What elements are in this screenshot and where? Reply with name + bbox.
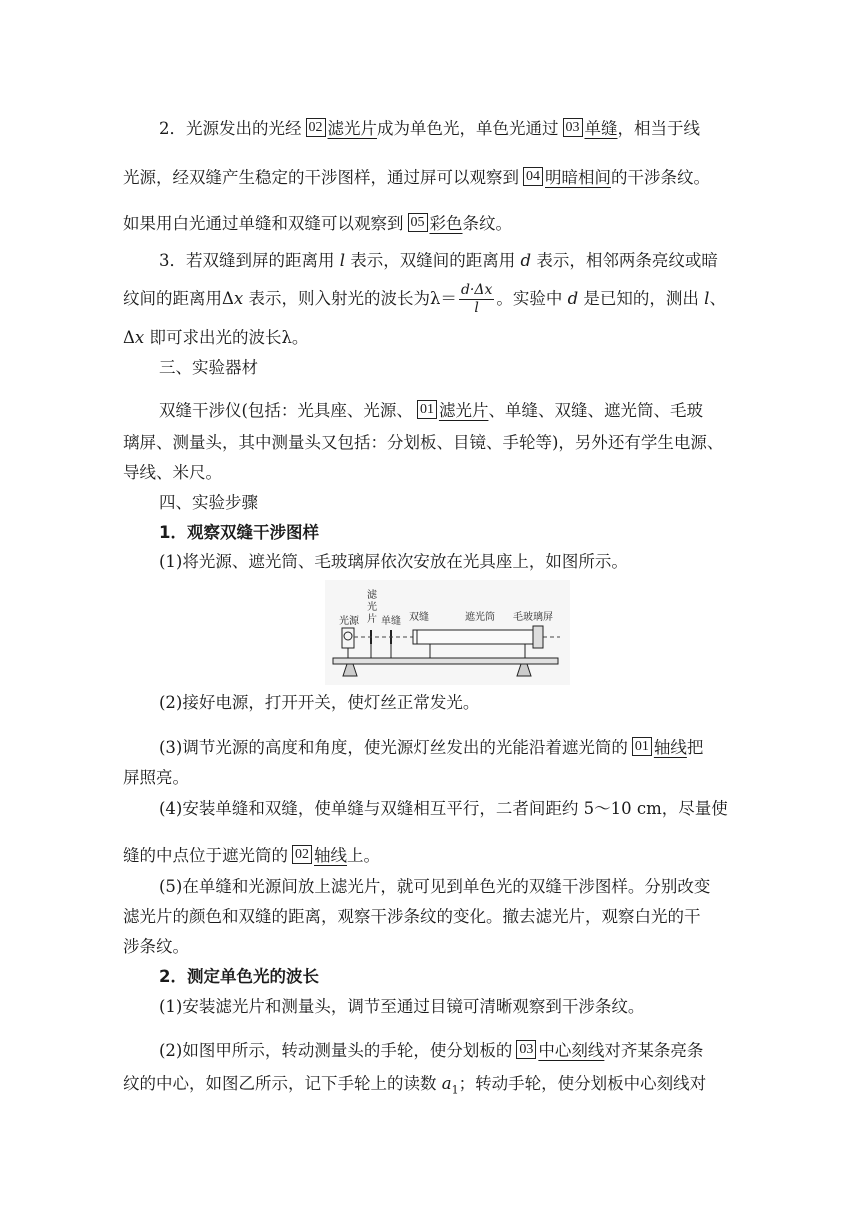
answer-text: 滤光片 (438, 401, 489, 420)
text: (3)调节光源的高度和角度，使光源灯丝发出的光能沿着遮光筒的 (159, 738, 628, 757)
blank-number-box: 02 (306, 118, 326, 137)
step-2: (2)接好电源，打开开关，使灯丝正常发光。 (159, 693, 480, 712)
text: 条纹。 (462, 214, 512, 233)
measure-step-2-line-1 (159, 1040, 779, 1062)
text: 、单缝、双缝、遮光筒、毛玻 (488, 401, 703, 420)
apparatus-figure (325, 580, 570, 685)
text: 纹间的距离用Δ (123, 289, 234, 308)
label-double-slit: 双缝 (409, 612, 429, 623)
text: 、 (709, 289, 726, 308)
fraction-denominator: l (474, 300, 479, 316)
blank-number-box: 05 (408, 213, 428, 232)
text: 缝的中点位于遮光筒的 (123, 846, 288, 865)
blank-number-box: 02 (292, 845, 312, 864)
sec3-line-1 (159, 400, 779, 422)
label-screen: 毛玻璃屏 (513, 612, 553, 623)
answer-text: 中心刻线 (538, 1041, 605, 1060)
step-4-line-1: (4)安装单缝和双缝，使单缝与双缝相互平行，二者间距约 5～10 cm，尽量使 (159, 799, 728, 818)
text: 光源，经双缝产生稳定的干涉图样，通过屏可以观察到 (123, 168, 519, 187)
blank-number-box: 03 (516, 1040, 536, 1059)
step-3-line-1 (159, 737, 779, 759)
variable: l (704, 289, 710, 308)
step-3-line-2: 屏照亮。 (123, 768, 189, 787)
blank-number-box: 01 (632, 737, 652, 756)
text: 。实验中 (496, 289, 568, 308)
p2-line-1 (159, 118, 779, 140)
text: 纹的中心，如图乙所示，记下手轮上的读数 (123, 1074, 442, 1093)
light-tube (413, 630, 533, 644)
step-5-line-3: 涉条纹。 (123, 937, 189, 956)
label-filter-2: 光 (367, 602, 377, 613)
section-3-title: 三、实验器材 (159, 358, 258, 377)
text: 的干涉条纹。 (611, 168, 710, 187)
measure-step-1: (1)安装滤光片和测量头，调节至通过目镜可清晰观察到干涉条纹。 (159, 997, 645, 1016)
answer-text: 滤光片 (327, 119, 377, 138)
step-4-line-2 (123, 845, 743, 867)
text: 是已知的，测出 (578, 289, 705, 308)
p3-line-1 (159, 250, 779, 272)
subheading-measure: 2．测定单色光的波长 (159, 967, 319, 986)
text: ，相当于线 (617, 119, 700, 138)
blank-number-box: 01 (417, 400, 437, 419)
sec3-line-3: 导线、米尺。 (123, 463, 222, 482)
text: 双缝干涉仪(包括：光具座、光源、 (159, 401, 413, 420)
variable: x (134, 328, 145, 347)
p3-line-3 (123, 327, 743, 349)
fraction-numerator: d·Δx (460, 282, 493, 298)
optical-bench (333, 658, 558, 664)
text: 表示，则入射光的波长为λ＝ (243, 289, 457, 308)
step-1: (1)将光源、遮光筒、毛玻璃屏依次安放在光具座上，如图所示。 (159, 552, 628, 571)
text: 上。 (347, 846, 380, 865)
frosted-screen (533, 626, 543, 648)
text: 成为单色光，单色光通过 (377, 119, 559, 138)
optical-bench-diagram (325, 580, 570, 685)
label-filter-1: 滤 (367, 590, 377, 601)
text: Δ (123, 328, 135, 347)
variable: l (339, 251, 346, 270)
text: 表示，相邻两条亮纹或暗 (531, 251, 718, 270)
text: 把 (686, 738, 704, 757)
label-filter-3: 片 (367, 614, 377, 625)
subheading-observe: 1．观察双缝干涉图样 (159, 523, 319, 542)
text: 即可求出光的波长λ。 (144, 328, 309, 347)
section-4-title: 四、实验步骤 (159, 493, 258, 512)
label-single-slit: 单缝 (381, 616, 401, 627)
sec3-line-2: 璃屏、测量头，其中测量头又包括：分划板、目镜、手轮等)，另外还有学生电源、 (123, 433, 724, 452)
step-5-line-1: (5)在单缝和光源间放上滤光片，就可见到单色光的双缝干涉图样。分别改变 (159, 877, 711, 896)
variable: d (520, 251, 532, 270)
measure-step-2-line-2 (123, 1073, 743, 1101)
variable: d (567, 289, 579, 308)
wavelength-fraction (459, 282, 494, 317)
variable: x (233, 289, 244, 308)
answer-text: 单缝 (584, 119, 618, 138)
answer-text: 轴线 (653, 738, 687, 757)
answer-text: 轴线 (314, 846, 347, 865)
answer-text: 彩色 (429, 214, 463, 233)
text: 3．若双缝到屏的距离用 (159, 251, 340, 270)
p3-line-2 (123, 282, 743, 317)
text: 对齐某条亮条 (604, 1041, 704, 1060)
variable: a (441, 1074, 452, 1093)
text: 2．光源发出的光经 (159, 119, 302, 138)
answer-text: 明暗相间 (545, 168, 611, 187)
text: 如果用白光通过单缝和双缝可以观察到 (123, 214, 404, 233)
p2-line-2 (123, 167, 743, 189)
text: 表示，双缝间的距离用 (345, 251, 521, 270)
subscript: 1 (451, 1083, 459, 1097)
step-5-line-2: 滤光片的颜色和双缝的距离，观察干涉条纹的变化。撤去滤光片，观察白光的干 (123, 907, 701, 926)
label-tube: 遮光筒 (465, 612, 495, 623)
blank-number-box: 03 (563, 118, 583, 137)
blank-number-box: 04 (523, 167, 543, 186)
label-source: 光源 (339, 616, 359, 627)
text: (2)如图甲所示，转动测量头的手轮，使分划板的 (159, 1041, 513, 1060)
text: ；转动手轮，使分划板中心刻线对 (458, 1074, 707, 1093)
p2-line-3 (123, 213, 743, 235)
